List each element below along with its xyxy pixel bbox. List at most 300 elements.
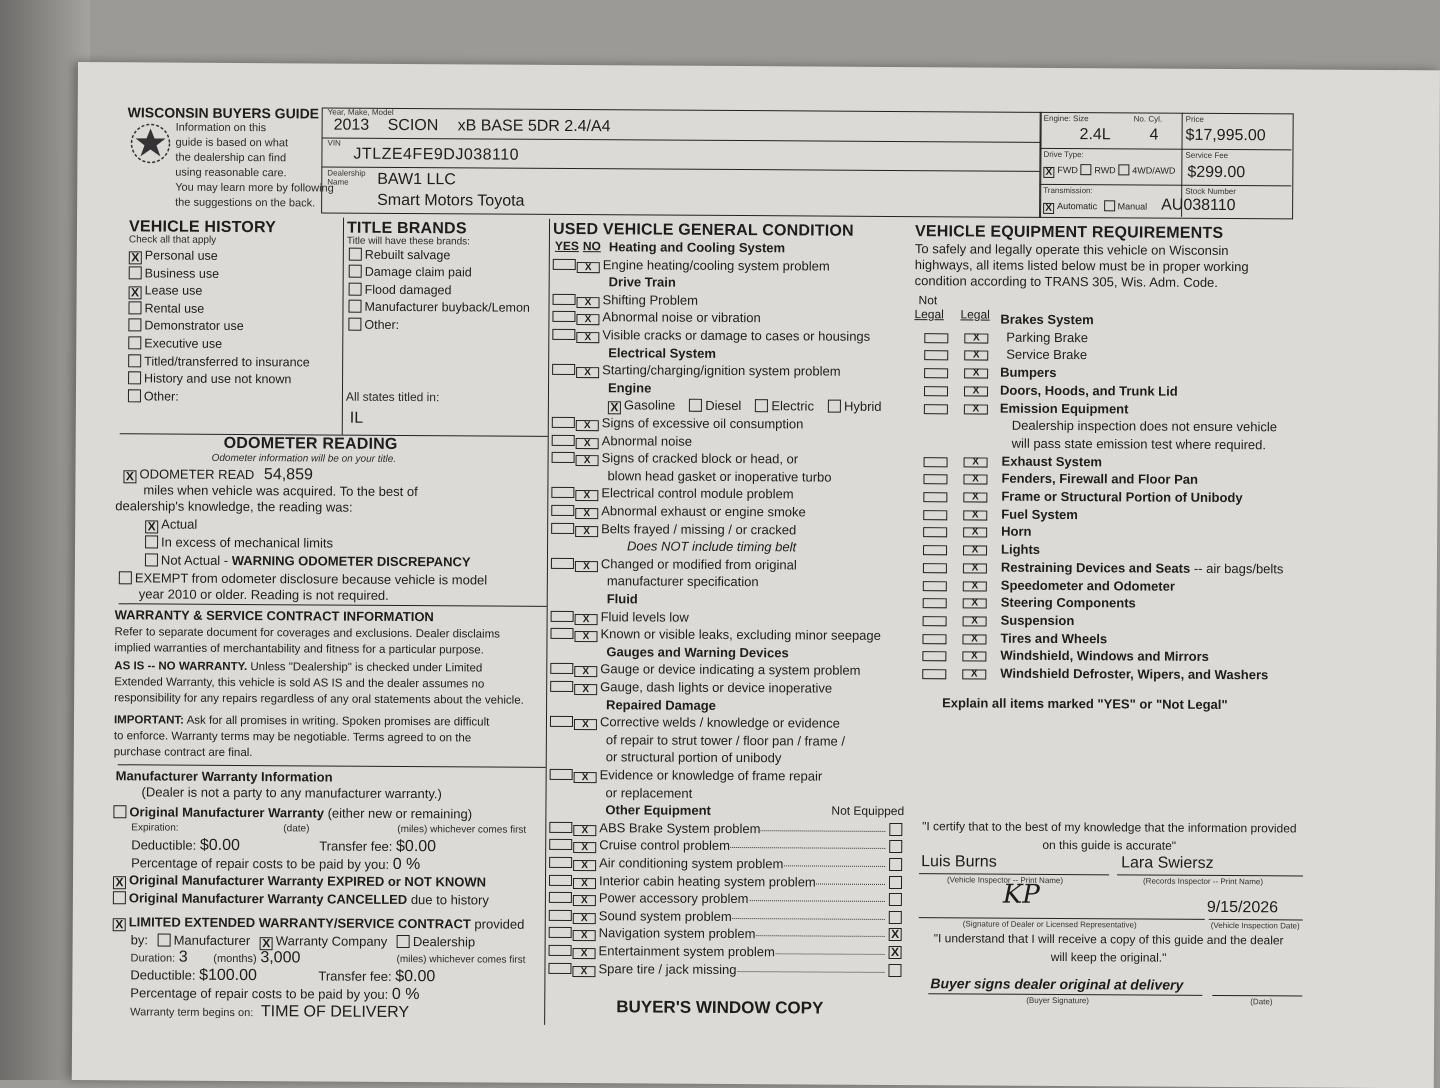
equipment-item [1001,506,1078,521]
equipment-item [1000,666,1268,683]
not-equipped-box: X [889,946,902,959]
warranty-expired-row: X Original Manufacturer Warranty EXPIRED or NOT KNOWN [113,872,486,891]
not-legal-box [924,404,948,414]
yes-no-boxes [552,363,600,378]
not-legal-box [924,333,948,343]
no-box: X [574,631,597,642]
yes-no-boxes [552,328,600,343]
not-legal-box [923,581,947,591]
condition-label: Entertainment system problem [598,943,775,960]
important-paragraph: IMPORTANT: Ask for all promises in writing. Spoken promises are difficult to enforce. Warranty terms may be negotiable. Terms agreed to on the purchase contract are final. [113,714,490,760]
legal-box: X [963,475,987,485]
yes-box [550,769,573,780]
warranty-begins-row: Warranty term begins on: TIME OF DELIVERY [130,1003,410,1022]
condition-label: Known or visible leaks, excluding minor seepage [600,626,881,644]
equipment-label: Windshield Defroster, Wipers, and Washers [1000,665,1269,683]
condition-item [551,485,793,502]
condition-label: Interior cabin heating system problem [598,872,816,890]
title-brand-item [349,282,452,297]
not-equipped-box [888,964,901,977]
legal-box: X [964,386,988,396]
deductible-2-row: Deductible: $100.00 [130,966,257,985]
legal-box: X [964,457,988,467]
limited-warranty-row: X LIMITED EXTENDED WARRANTY/SERVICE CONTRACT provided [113,914,525,934]
condition-continued: blown head gasket or inoperative turbo [607,468,832,485]
equipment-item: Brakes System [1000,311,1094,328]
vehicle-history-item [128,319,243,334]
yes-box [553,258,576,269]
equipment-item [1000,648,1209,664]
equipment-label: Fuel System [1001,506,1078,522]
equipment-extra: -- air bags/belts [1190,560,1284,577]
equipment-item: Service Brake [1006,347,1088,363]
yes-box [549,945,572,956]
no-box: X [575,561,598,572]
equipment-item: Doors, Hoods, and Trunk Lid [999,382,1178,399]
vehicle-inspector-name: Luis Burns [921,853,997,871]
no-box: X [573,913,596,924]
checkbox [128,354,141,367]
odometer-value: 54,859 [263,466,313,484]
dealer-signature: KP [1002,879,1040,910]
yes-box [550,681,573,692]
legal-box: X [963,528,987,538]
yes-no-boxes [551,521,599,536]
condition-label: Shifting Problem [602,292,698,308]
no-box: X [573,842,596,853]
not-legal-box [923,510,947,520]
not-equipped-label: Not Equipped [831,803,905,819]
yes-box [550,663,573,674]
equipment-label: Horn [1001,524,1032,540]
yes-box [552,452,575,463]
legal-box: X [963,563,987,573]
condition-section-head: Other Equipment [605,802,711,819]
text-line: will keep the original." [1050,949,1167,965]
yes-no-boxes [549,891,597,906]
condition-label: Corrective welds / knowledge or evidence [599,714,840,731]
condition-continued: or replacement [605,784,693,801]
yes-box [551,610,574,621]
yes-box [551,558,574,569]
condition-label: Evidence or knowledge of frame repair [599,767,823,784]
condition-item [549,872,816,890]
drive-type-label: Drive Type: [1043,149,1084,160]
title-brands-list [78,62,1440,70]
vehicle-history-label: Other: [143,389,179,404]
legal-box: X [963,599,987,609]
not-equipped-box [889,876,902,889]
condition-item [550,714,840,732]
warranty-cancelled-row: Original Manufacturer Warranty CANCELLED due to history [113,890,489,907]
condition-label: ABS Brake System problem [599,819,761,836]
yes-box [552,364,575,375]
transfer-2-row: Transfer fee: $0.00 [318,967,436,986]
vehicle-model: xB BASE 5DR 2.4/A4 [457,117,611,136]
vehicle-inspector-label: (Vehicle Inspector -- Print Name) [946,875,1064,886]
checkbox [348,317,361,330]
buyers-window-copy: BUYER'S WINDOW COPY [616,997,824,1018]
inspection-date: 9/15/2026 [1206,898,1279,917]
no-box: X [576,332,599,343]
condition-item [552,362,841,380]
engine-size-label: Engine: Size [1043,113,1089,124]
title-brand-item [349,248,451,263]
receive-copy-text [916,929,1300,967]
yes-box [549,839,572,850]
expiration-label: Expiration: [131,822,179,834]
not-legal-box [923,616,947,626]
text-line: "I understand that I will receive a copy of this guide and the dealer [933,931,1284,948]
drive-type-options: X FWD RWD 4WD/AWD [1043,164,1175,179]
yes-box [552,417,575,428]
condition-label: Starting/charging/ignition system problem [602,362,841,379]
yes-no-boxes [549,944,597,959]
yes-box [551,487,574,498]
condition-section-head: Repaired Damage [606,696,716,713]
title-brand-label: Manufacturer buyback/Lemon [364,299,530,315]
no-box: X [573,930,596,941]
text-line: on this guide is accurate" [1042,837,1177,853]
fuel-label: Gasoline [623,397,676,414]
condition-label: Power accessory problem [598,890,749,907]
text-line: the dealership can find [175,151,287,165]
yes-no-boxes [553,257,601,272]
condition-item [552,432,692,449]
vehicle-history-item [128,371,291,386]
condition-label: Air conditioning system problem [599,855,784,872]
deductible-row: Deductible: $0.00 [131,836,240,855]
not-legal-box [922,651,946,661]
yes-no-boxes [550,768,598,783]
records-inspector-label: (Records Inspector -- Print Name) [1142,876,1264,887]
text-line: using reasonable care. [175,166,287,180]
yes-box [549,874,572,885]
no-box: X [576,455,599,466]
equipment-item [1001,595,1136,611]
not-equipped-box [889,823,902,836]
title-brand-label: Damage claim paid [364,265,472,280]
condition-item [551,608,689,625]
yes-box [552,329,575,340]
not-equipped-box [889,840,902,853]
equipment-label: Fenders, Firewall and Floor Pan [1001,470,1199,488]
text-line: condition according to TRANS 305, Wis. Adm. Code. [914,273,1218,290]
legal-box: X [963,546,987,556]
odometer-line1: miles when vehicle was acquired. To the best of [143,482,418,500]
not-legal-box [923,563,947,573]
checkbox: X [608,402,621,415]
warranty-title: WARRANTY & SERVICE CONTRACT INFORMATION [114,607,434,625]
no-box: X [572,966,595,977]
odometer-not-actual: Not Actual - WARNING ODOMETER DISCREPANCY [145,552,471,569]
condition-label: Cruise control problem [599,837,731,854]
date-label: (date) [283,823,310,835]
text-line: You may learn more by following [175,181,334,195]
vehicle-history-item [128,301,204,315]
yes-box [552,311,575,322]
condition-item [549,855,783,872]
checkbox: X [129,251,142,264]
text-line: highways, all items listed below must be in proper working [914,257,1249,275]
condition-item [553,256,830,274]
not-legal-box [923,492,947,502]
yes-box [548,962,571,973]
pct-2-row: Percentage of repair costs to be paid by you: 0 % [130,985,420,1004]
condition-item [550,661,860,679]
equipment-item [1000,630,1107,646]
condition-label: Gauge or device indicating a system problem [600,661,861,679]
vehicle-history-label: Lease use [144,283,203,298]
equipment-label: Steering Components [1000,594,1136,611]
equipment-label: Lights [1000,541,1041,557]
checkbox [349,248,362,261]
yes-no-boxes [550,715,598,730]
equipment-item [1001,542,1040,557]
not-equipped-box [889,911,902,924]
vehicle-make: SCION [387,116,439,135]
equipment-item [1001,471,1198,487]
dealership-label: Dealership Name [327,168,366,187]
title-brand-label: Rebuilt salvage [364,247,451,263]
yes-box [549,857,572,868]
condition-item [551,556,797,574]
condition-label: Signs of cracked block or head, or [601,450,799,467]
yes-no-boxes [549,838,597,853]
legal-box: X [964,351,988,361]
condition-section-head: Engine [607,380,652,396]
as-is-paragraph: AS IS -- NO WARRANTY. Unless "Dealership" is checked under Limited Extended Warranty, this vehicle is sold AS IS and the dealer assumes no responsibility for any repairs regardless of any oral statements about the vehicle. [114,660,524,707]
not-legal-box [922,669,946,679]
checkbox [689,399,702,412]
cyl-label: No. Cyl. [1133,114,1163,124]
engine-size: 2.4L [1079,126,1111,144]
service-fee: $299.00 [1187,163,1246,182]
not-equipped-box: X [889,928,902,941]
fuel-label: Diesel [705,398,742,414]
yes-no-boxes [552,451,600,466]
no-box: X [573,948,596,959]
yes-no-boxes [550,662,598,677]
transmission-label: Transmission: [1043,185,1093,196]
odometer-actual: X Actual [145,516,197,533]
vin-value: JTLZE4FE9DJ038110 [353,145,520,164]
text-line: the suggestions on the back. [175,196,316,210]
vin-label: VIN [327,138,341,148]
odometer-title: ODOMETER READING [223,434,398,453]
no-box: X [577,297,600,308]
no-box: X [577,262,600,273]
no-box: X [576,420,599,431]
condition-list [78,62,1440,70]
odometer-sub: Odometer information will be on your title. [211,452,397,465]
not-legal-box [924,457,948,467]
equipment-item [1002,453,1103,469]
original-warranty-row: Original Manufacturer Warranty (either new or remaining) [113,804,472,821]
vehicle-history-item [128,354,310,369]
yes-no-boxes [549,856,597,871]
no-label: NO [582,239,601,254]
not-legal-box [923,598,947,608]
legal-box: X [963,510,987,520]
miles-note-2: (miles) whichever comes first [396,953,526,966]
vehicle-history-label: Personal use [144,248,218,263]
records-inspector-name: Lara Swiersz [1121,854,1214,872]
vehicle-history-item [129,284,203,300]
condition-label: Abnormal noise [601,432,693,449]
vehicle-year: 2013 [333,116,370,134]
not-legal-box [924,386,948,396]
title-brands-sub: Title will have these brands: [346,235,470,248]
yes-no-boxes [551,486,599,501]
text-line: implied warranties of merchantability and fitness for a particular purpose. [114,642,484,657]
condition-label: Sound system problem [598,907,732,924]
condition-label: Signs of excessive oil consumption [601,415,804,432]
equipment-intro [915,241,1249,291]
yes-no-boxes [551,609,599,624]
odometer-line2: dealership's knowledge, the reading was: [115,498,353,515]
condition-item [549,925,756,942]
price: $17,995.00 [1185,126,1266,145]
equipment-item [1001,524,1031,539]
condition-item [549,943,775,960]
equipment-item: Parking Brake [1006,329,1089,345]
no-box: X [573,895,596,906]
pct-row: Percentage of repair costs to be paid by you: 0 % [131,855,421,874]
no-box: X [573,878,596,889]
equipment-item [1001,559,1284,576]
no-box: X [575,526,598,537]
checkbox [128,301,141,314]
yes-no-boxes [548,961,596,976]
checkbox [128,389,141,402]
price-label: Price [1185,114,1204,124]
vehicle-history-title: VEHICLE HISTORY [128,218,277,237]
condition-item [548,960,736,977]
yes-no-boxes [552,310,600,325]
title-brand-item [348,300,529,315]
equipment-label: Windshield, Windows and Mirrors [1000,647,1209,665]
fuel-label: Electric [771,398,815,414]
odometer-exempt-2: year 2010 or older. Reading is not required. [138,586,389,603]
vehicle-history-label: Titled/transferred to insurance [144,354,310,370]
stock-label: Stock Number [1185,186,1236,197]
condition-section-head: Gauges and Warning Devices [606,644,789,661]
text-line: Refer to separate document for coverages and exclusions. Dealer disclaims [114,626,500,641]
no-box: X [576,438,599,449]
yes-no-boxes [551,557,599,572]
checkbox [128,319,141,332]
yes-box [550,628,573,639]
transfer-row: Transfer fee: $0.00 [319,837,437,856]
yes-box [549,910,572,921]
condition-section-head: Fluid [606,591,638,607]
condition-continued: manufacturer specification [606,573,759,590]
equipment-item [1001,489,1242,505]
not-legal-box [924,351,948,361]
legal-box: X [964,333,988,343]
legal-box: X [962,652,986,662]
checkbox [128,336,141,349]
not-legal-box [923,528,947,538]
text-line: Information on this [175,121,267,135]
buyer-signature-label: (Buyer Signature) [1026,995,1090,1006]
legal-box: X [962,634,986,644]
checkbox [828,400,841,413]
equipment-label: Suspension [1000,612,1075,628]
odometer-read-row: X ODOMETER READ 54,859 [123,465,313,484]
equipment-item: Emission Equipment [999,400,1129,416]
no-box: X [574,666,597,677]
condition-label: Changed or modified from original [600,556,797,573]
yes-no-boxes [553,293,601,308]
yes-label: YES [554,238,579,254]
service-fee-label: Service Fee [1185,150,1229,161]
checkbox [349,282,362,295]
not-label: Not [918,293,938,308]
vehicle-history-item [129,266,219,281]
vehicle-history-list [78,62,1440,70]
certification-text [917,817,1301,855]
dealer-dba: Smart Motors Toyota [377,191,525,210]
vehicle-history-label: Business use [144,266,220,281]
not-legal-box [923,474,947,484]
checkbox [128,371,141,384]
timing-belt-note: Does NOT include timing belt [627,538,797,555]
condition-item [552,415,804,433]
title-brand-item [348,317,399,331]
text-line: guide is based on what [175,136,289,150]
no-box: X [573,825,596,836]
checkbox [349,265,362,278]
no-box: X [574,719,597,730]
mfr-warranty-sub: (Dealer is not a party to any manufacturer warranty.) [141,784,442,802]
stock-number: AU038110 [1161,196,1236,215]
vehicle-history-label: Rental use [144,301,205,316]
vehicle-history-label: Executive use [144,336,223,351]
equipment-title: VEHICLE EQUIPMENT REQUIREMENTS [914,223,1224,242]
emission-note: Dealership inspection does not ensure vehicle [1011,417,1278,435]
date-label-2: (Date) [1250,997,1273,1007]
ymm-label: Year, Make, Model [327,107,394,117]
condition-label: Engine heating/cooling system problem [602,256,830,274]
checkbox: X [129,287,142,300]
not-legal-box [922,634,946,644]
condition-item [550,767,823,785]
equipment-label: Exhaust System [1001,453,1103,469]
yes-no-boxes [549,873,597,888]
equipment-item: Bumpers [1000,364,1057,381]
legal-box: X [964,369,988,379]
cylinders: 4 [1149,126,1159,144]
equipment-item [1001,577,1175,593]
signature-label: (Signature of Dealer or Licensed Representative) [962,919,1137,930]
condition-label: Electrical control module problem [601,485,794,502]
condition-label: Spare tire / jack missing [598,960,737,977]
condition-section-head: Electrical System [608,344,716,361]
equipment-label: Frame or Structural Portion of Unibody [1001,488,1243,506]
equipment-item [1001,613,1075,628]
no-box: X [574,772,597,783]
condition-item [553,292,698,309]
condition-label: Navigation system problem [598,925,756,942]
yes-no-boxes [549,926,597,941]
not-legal-label: Legal [914,307,944,322]
vehicle-history-item [128,389,179,403]
equipment-list [78,62,1440,70]
no-box: X [575,508,598,519]
yes-box [551,505,574,516]
